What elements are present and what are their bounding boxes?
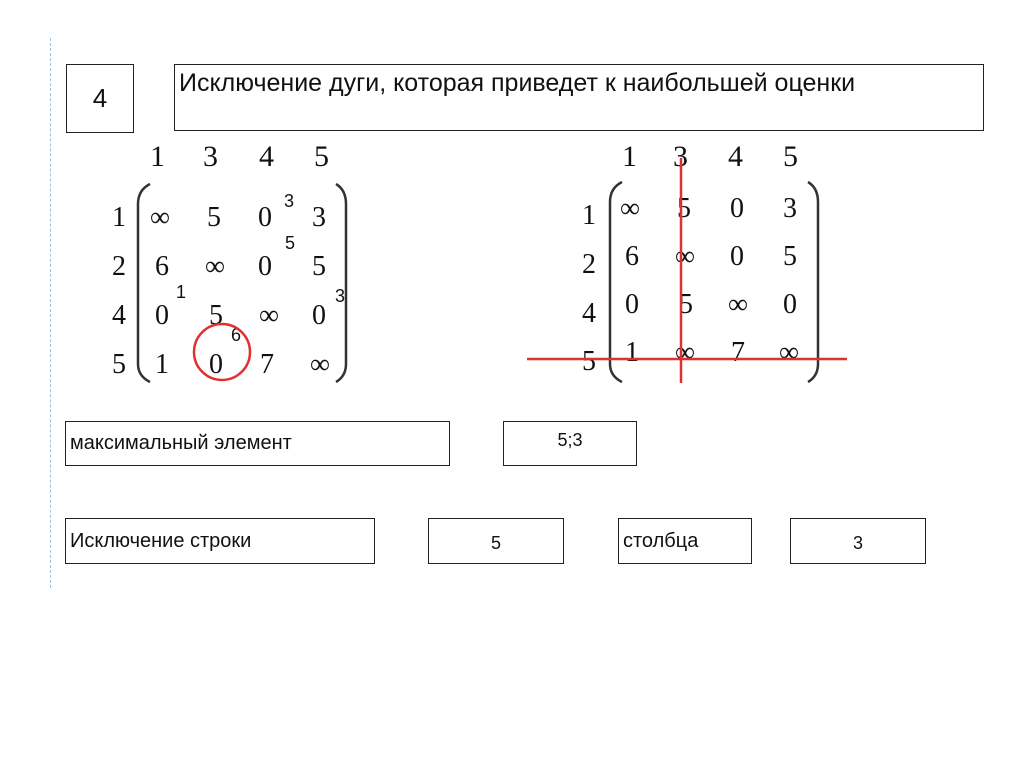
right-cell: 0 [783,289,797,320]
right-cell: 0 [625,289,639,320]
left-cell: 6 [155,251,169,282]
max-element-label: максимальный элемент [70,432,292,454]
left-col-header: 4 [259,140,274,173]
exclude-col-value: 3 [852,533,863,553]
exclude-row-label-box [65,518,375,564]
exclude-row-value-box [428,518,564,564]
left-cell: 3 [312,202,326,233]
penalty-annotation: 3 [335,286,346,306]
left-cell: 5 [312,251,326,282]
right-row-header: 2 [582,249,596,280]
exclude-col-label-box [618,518,752,564]
right-row-header: 5 [582,346,596,377]
right-cell: 5 [783,241,797,272]
left-cell: 0 [155,300,169,331]
right-cell: 3 [783,193,797,224]
right-cell: 6 [625,241,639,272]
left-row-header: 5 [112,349,126,380]
left-cell: 0 [209,349,223,380]
left-cell: ∞ [259,300,279,331]
page-title: Исключение дуги, которая приведет к наибольшей оценки [179,69,856,97]
right-cell: 5 [677,193,691,224]
left-cell: 1 [155,349,169,380]
max-element-value-box [503,421,637,466]
left-col-header: 1 [150,140,165,173]
right-matrix-open-bracket [610,182,622,382]
exclude-row-value: 5 [490,533,501,553]
exclude-col-value-box [790,518,926,564]
right-col-header: 4 [728,140,743,173]
max-element-label-box [65,421,450,466]
left-cell: 0 [258,251,272,282]
exclude-row-label: Исключение строки [70,529,252,552]
right-cell: ∞ [675,241,695,272]
left-matrix-open-bracket [138,184,150,382]
step-number: 4 [92,83,108,113]
max-element-value: 5;3 [557,430,583,450]
left-cell: 0 [312,300,326,331]
right-cell: 5 [679,289,693,320]
right-matrix-close-bracket [808,182,818,382]
left-cell: ∞ [205,251,225,282]
right-col-header: 1 [622,140,637,173]
right-col-header: 5 [783,140,798,173]
left-cell: 5 [207,202,221,233]
right-row-header: 4 [582,298,596,329]
left-row-header: 4 [112,300,126,331]
left-cell: ∞ [310,349,330,380]
exclude-col-label: столбца [623,529,699,552]
penalty-annotation: 3 [284,191,295,211]
left-matrix-close-bracket [336,184,346,382]
penalty-annotation: 5 [285,233,296,253]
left-col-header: 3 [203,140,218,173]
penalty-annotation: 6 [231,325,242,345]
left-row-header: 2 [112,251,126,282]
left-cell: 5 [209,300,223,331]
right-col-header: 3 [673,140,688,173]
right-cell: 0 [730,241,744,272]
right-row-header: 1 [582,200,596,231]
right-cell: ∞ [620,193,640,224]
selected-zero-circle [194,324,250,380]
left-row-header: 1 [112,202,126,233]
right-cell: 0 [730,193,744,224]
penalty-annotation: 1 [176,282,187,302]
left-cell: ∞ [150,202,170,233]
right-cell: ∞ [675,337,695,368]
right-cell: 1 [625,337,639,368]
left-col-header: 5 [314,140,329,173]
right-cell: 7 [731,337,745,368]
right-cell: ∞ [779,337,799,368]
right-cell: ∞ [728,289,748,320]
left-cell: 7 [260,349,274,380]
left-cell: 0 [258,202,272,233]
